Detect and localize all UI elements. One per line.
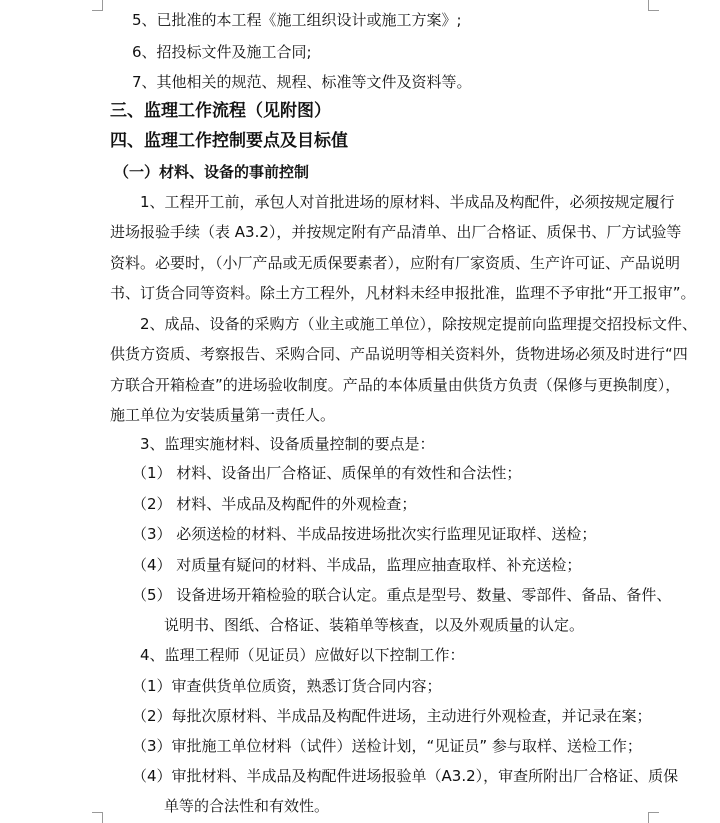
paragraph-3-intro: 3、监理实施材料、设备质量控制的要点是： xyxy=(140,435,435,453)
paragraph-1-line-1: 1、工程开工前，承包人对首批进场的原材料、半成品及构配件，必须按规定履行 xyxy=(140,193,675,211)
page-corner-mark-bottom-left xyxy=(92,812,103,823)
paragraph-4-intro: 4、监理工程师（见证员）应做好以下控制工作： xyxy=(140,646,465,664)
section-heading-4: 四、监理工作控制要点及目标值 xyxy=(110,131,348,151)
page-corner-mark-top-left xyxy=(92,0,103,11)
control-point-5-line-2: 说明书、图纸、合格证、装箱单等核查，以及外观质量的认定。 xyxy=(164,616,585,634)
page-corner-mark-bottom-right xyxy=(648,812,659,823)
control-point-2: （2） 材料、半成品及构配件的外观检查； xyxy=(132,495,417,513)
control-point-3: （3） 必须送检的材料、半成品按进场批次实行监理见证取样、送检； xyxy=(132,525,597,543)
paragraph-2-line-2: 供货方资质、考察报告、采购合同、产品说明等相关资料外，货物进场必须及时进行“四 xyxy=(110,345,688,363)
control-point-4: （4） 对质量有疑问的材料、半成品，监理应抽查取样、补充送检； xyxy=(132,556,582,574)
paragraph-2-line-4: 施工单位为安装质量第一责任人。 xyxy=(110,406,336,424)
basis-item-7: 7、其他相关的规范、规程、标准等文件及资料等。 xyxy=(132,73,472,91)
paragraph-1-line-3: 资料。必要时，（小厂产品或无质保要素者），应附有厂家资质、生产许可证、产品说明 xyxy=(110,254,681,272)
engineer-task-1: （1）审查供货单位质资，熟悉订货合同内容； xyxy=(132,677,442,695)
engineer-task-4-line-2: 单等的合法性和有效性。 xyxy=(164,797,330,815)
paragraph-1-line-2: 进场报验手续（表 A3.2），并按规定附有产品清单、出厂合格证、质保书、厂方试验等 xyxy=(110,223,682,241)
control-point-1: （1） 材料、设备出厂合格证、质保单的有效性和合法性； xyxy=(132,464,522,482)
engineer-task-2: （2）每批次原材料、半成品及构配件进场，主动进行外观检查，并记录在案； xyxy=(132,707,652,725)
paragraph-2-line-3: 方联合开箱检查”的进场验收制度。产品的本体质量由供货方负责（保修与更换制度）， xyxy=(110,376,681,394)
basis-item-6: 6、招投标文件及施工合同; xyxy=(132,43,312,61)
control-point-5-line-1: （5） 设备进场开箱检验的联合认定。重点是型号、数量、零部件、备品、备件、 xyxy=(132,586,672,604)
paragraph-1-line-4: 书、订货合同等资料。除土方工程外，凡材料未经申报批准，监理不予审批“开工报审”。 xyxy=(110,284,696,302)
engineer-task-4-line-1: （4）审批材料、半成品及构配件进场报验单（A3.2），审查所附出厂合格证、质保 xyxy=(132,767,679,785)
engineer-task-3: （3）审批施工单位材料（试件）送检计划，“见证员” 参与取样、送检工作； xyxy=(132,737,642,755)
basis-item-5: 5、已批准的本工程《施工组织设计或施工方案》; xyxy=(132,11,462,29)
page-corner-mark-top-right xyxy=(648,0,659,11)
paragraph-2-line-1: 2、成品、设备的采购方（业主或施工单位），除按规定提前向监理提交招投标文件、 xyxy=(140,315,698,333)
section-heading-3: 三、监理工作流程（见附图） xyxy=(110,101,331,121)
subsection-heading-1: （一）材料、设备的事前控制 xyxy=(114,163,310,181)
